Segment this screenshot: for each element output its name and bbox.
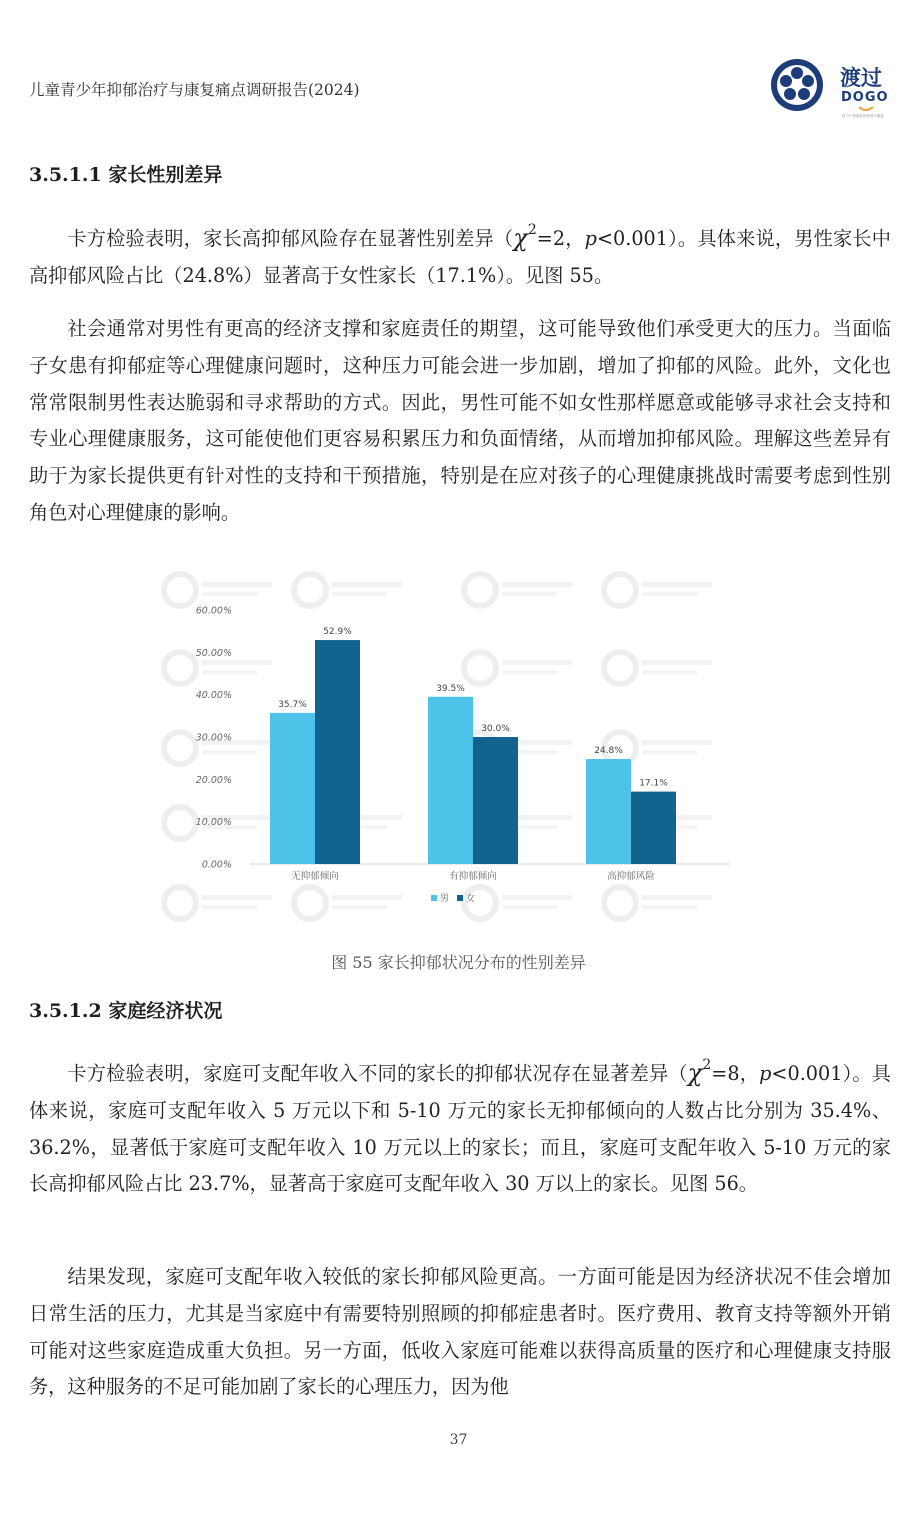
watermark-mark [464, 574, 496, 606]
watermark-mark [604, 574, 636, 606]
watermark-mark [202, 750, 257, 754]
superscript: 2 [527, 222, 537, 238]
logo-english-name: DOGO [841, 90, 889, 105]
watermark-mark [502, 582, 572, 587]
bar-male [586, 759, 631, 864]
text-run: =2， [536, 227, 585, 250]
watermark-mark [642, 740, 712, 745]
x-tick-label: 有抑郁倾向 [449, 871, 497, 882]
y-tick-label: 20.00% [195, 774, 232, 786]
paragraph-economy-chi-square [29, 1056, 891, 1203]
watermark-mark [332, 905, 387, 909]
data-label: 39.5% [436, 683, 465, 694]
watermark-mark [202, 670, 257, 674]
bar-female [473, 737, 518, 864]
p-symbol: p [759, 1062, 772, 1085]
watermark-mark [164, 887, 196, 919]
x-axis [291, 870, 655, 882]
watermark-mark [164, 574, 196, 606]
watermark-mark [202, 592, 257, 596]
y-axis [196, 606, 232, 871]
watermark-mark [642, 905, 697, 909]
watermark-mark [294, 574, 326, 606]
y-tick-label: 30.00% [195, 732, 232, 744]
watermark-mark [164, 807, 196, 839]
watermark-mark [464, 652, 496, 684]
watermark-mark [202, 895, 272, 900]
legend [431, 892, 475, 904]
report-title: 儿童青少年抑郁治疗与康复痛点调研报告(2024) [29, 81, 360, 99]
section-heading-economy: 3.5.1.2 家庭经济状况 [29, 1000, 223, 1022]
y-tick-label: 0.00% [201, 859, 232, 871]
data-label: 35.7% [278, 699, 307, 710]
bar-female [315, 640, 360, 864]
page-number: 37 [449, 1432, 468, 1448]
text-run: =8， [711, 1062, 760, 1085]
watermark-mark [502, 660, 572, 665]
y-tick-label: 40.00% [195, 690, 232, 702]
watermark-mark [502, 895, 572, 900]
data-label: 52.9% [323, 627, 352, 638]
paragraph-gender-chi-square [29, 221, 891, 295]
watermark-mark [202, 905, 257, 909]
paragraph-gender-discussion: 社会通常对男性有更高的经济支撑和家庭责任的期望，这可能导致他们承受更大的压力。当面临子女患有抑郁症等心理健康问题时，这种压力可能会进一步加剧，增加了抑郁的风险。此外，文化也常常限制男性表达脆弱和寻求帮助的方式。因此，男性可能不如女性那样愿意或能够寻求社会支持和专业心理健康服务，这可能使他们更容易积累压力和负面情绪，从而增加抑郁风险。理解这些差异有助于为家长提供更有针对性的支持和干预措施，特别是在应对孩子的心理健康挑战时需要考虑到性别角色对心理健康的影响。 [29, 317, 891, 524]
watermark-mark [642, 670, 697, 674]
legend-swatch [431, 895, 437, 901]
watermark-mark [202, 582, 272, 587]
logo-chinese-name: 渡过 [840, 66, 882, 90]
watermark-mark [642, 660, 712, 665]
section-heading-gender: 3.5.1.1 家长性别差异 [29, 164, 223, 186]
watermark-mark [294, 887, 326, 919]
data-label: 24.8% [594, 746, 623, 757]
watermark-mark [164, 652, 196, 684]
bar-female [631, 792, 676, 864]
legend-label: 男 [440, 894, 450, 904]
bars [270, 627, 676, 864]
data-label: 30.0% [481, 724, 510, 734]
watermark-mark [164, 732, 196, 764]
paragraph-economy-discussion: 结果发现，家庭可支配年收入较低的家长抑郁风险更高。一方面可能是因为经济状况不佳会增加日常生活的压力，尤其是当家庭中有需要特别照顾的抑郁症患者时。医疗费用、教育支持等额外开销可能对这些家庭造成重大负担。另一方面，低收入家庭可能难以获得高质量的医疗和心理健康支持服务，这种服务的不足可能加剧了家长的心理压力，因为他 [29, 1265, 891, 1399]
watermark-mark [332, 592, 387, 596]
watermark-mark [502, 905, 557, 909]
figure-caption: 图 55 家长抑郁状况分布的性别差异 [331, 953, 586, 972]
bar-male [428, 697, 473, 864]
y-tick-label: 10.00% [195, 817, 232, 829]
watermark-mark [202, 660, 272, 665]
watermark-mark [642, 582, 712, 587]
text-run: 卡方检验表明，家长高抑郁风险存在显著性别差异（ [67, 227, 514, 250]
x-tick-label: 无抑郁倾向 [291, 871, 339, 882]
text-run: <0.001）。具体来说，家庭可支配年收入 5 万元以下和 5-10 万元的家长无抑郁倾向的人数占比分别为 35.4%、36.2%，显著低于家庭可支配年收入 10 万元以上的家长；而且，家庭可支配年收入 5-10 万元的家长高抑郁风险占比 23.7%，显著高于家庭可支配年收入 30 万以上的家长。见图 56。 [29, 1062, 891, 1196]
text-run: 卡方检验表明，家庭可支配年收入不同的家长的抑郁状况存在显著差异（ [67, 1062, 688, 1085]
text-run: <0.001）。具体来说，男性家长中高抑郁风险占比（24.8%）显著高于女性家长（17.1%）。见图 55。 [29, 227, 891, 287]
watermark-mark [332, 582, 402, 587]
watermark-mark [332, 895, 402, 900]
watermark-mark [642, 750, 697, 754]
data-label: 17.1% [639, 778, 668, 789]
watermark-mark [642, 895, 712, 900]
y-tick-label: 60.00% [195, 605, 232, 617]
x-tick-label: 高抑郁风险 [607, 871, 655, 882]
superscript: 2 [702, 1057, 712, 1073]
watermark-mark [604, 887, 636, 919]
gender-depression-bar-chart [140, 568, 780, 928]
watermark-mark [642, 592, 697, 596]
chi-symbol: χ [513, 224, 528, 252]
watermark-mark [502, 592, 557, 596]
watermark-mark [604, 652, 636, 684]
watermark-mark [502, 670, 557, 674]
y-tick-label: 50.00% [195, 647, 232, 659]
bar-male [270, 713, 315, 864]
legend-label: 女 [466, 894, 476, 904]
smile-icon [858, 106, 874, 112]
logo-slogan: 致力于抑郁症的科普与康复 [842, 114, 884, 118]
legend-swatch [457, 895, 463, 901]
p-symbol: p [584, 227, 597, 250]
chi-symbol: χ [687, 1059, 703, 1087]
